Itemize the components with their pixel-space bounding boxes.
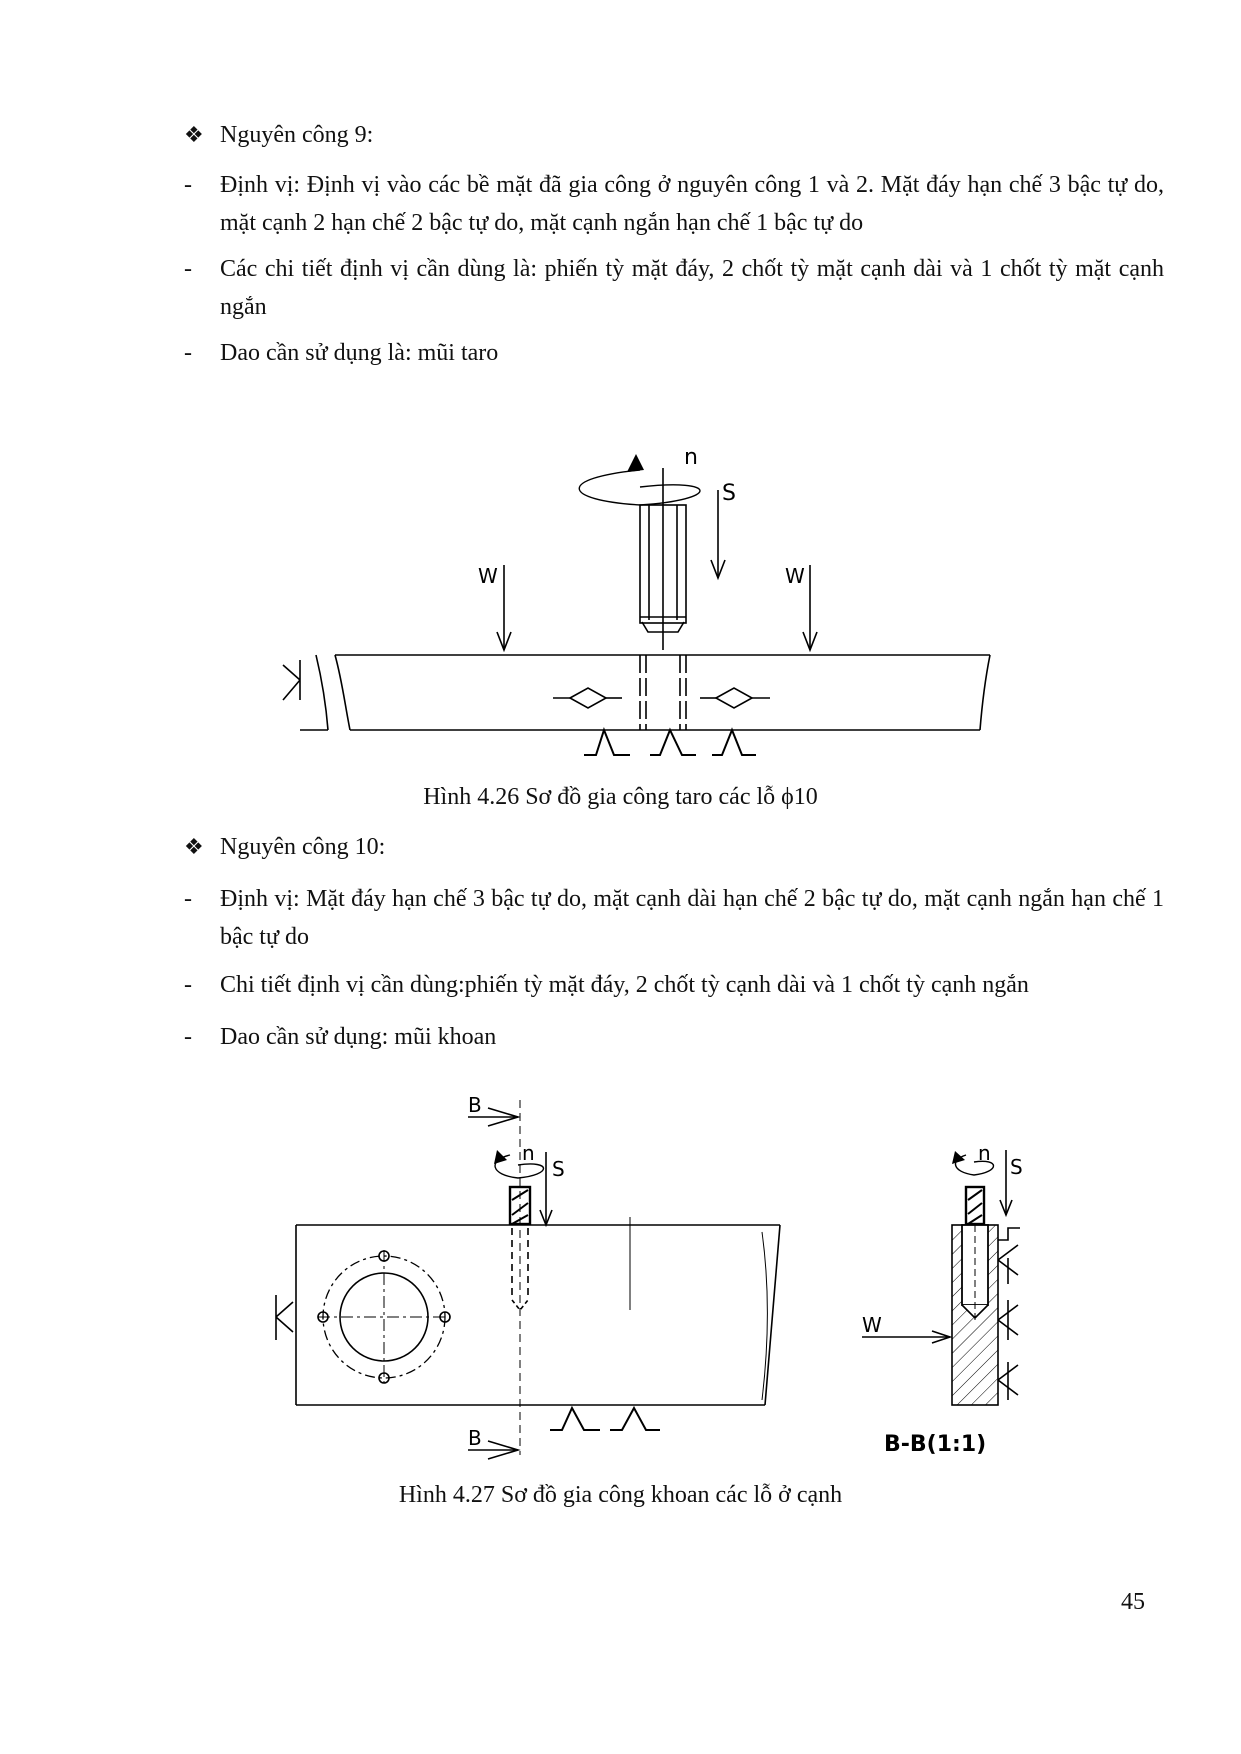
section-view-label: B-B(1:1) (884, 1432, 987, 1457)
list-item-text: Các chi tiết định vị cần dùng là: phiến tỳ mặt đáy, 2 chốt tỳ mặt cạnh dài và 1 chốt tỳ mặt cạnh ngắn (220, 256, 1164, 320)
dash-bullet: - (184, 886, 192, 912)
figure-caption: Hình 4.26 Sơ đồ gia công taro các lỗ ϕ10 (423, 784, 818, 810)
list-item-text: Dao cần sử dụng: mũi khoan (220, 1024, 497, 1050)
dash-bullet: - (184, 972, 192, 998)
dash-bullet: - (184, 256, 192, 282)
list-item (184, 166, 1164, 242)
spindle-speed-label: n (522, 1141, 535, 1165)
list-item (184, 1018, 1164, 1056)
figure-caption: Hình 4.27 Sơ đồ gia công khoan các lỗ ở cạnh (398, 1482, 843, 1508)
dash-bullet: - (184, 172, 192, 198)
spindle-speed-label: n (684, 445, 698, 470)
diamond-bullet-icon: ❖ (184, 123, 204, 148)
list-item-text: Chi tiết định vị cần dùng:phiến tỳ mặt đáy, 2 chốt tỳ cạnh dài và 1 chốt tỳ cạnh ngắn (220, 972, 1029, 998)
clamping-force-label: W (785, 564, 805, 588)
spindle-speed-label: n (978, 1141, 991, 1165)
diamond-bullet-icon: ❖ (184, 835, 204, 860)
list-item (184, 334, 1164, 372)
clamping-force-label: W (478, 564, 498, 588)
dash-bullet: - (184, 340, 192, 366)
section-heading (184, 120, 373, 151)
list-item-text: Dao cần sử dụng là: mũi taro (220, 340, 499, 366)
section-heading (184, 832, 385, 863)
list-item (184, 880, 1164, 956)
tapping-diagram (0, 430, 1241, 770)
list-item-text: Định vị: Định vị vào các bề mặt đã gia công ở nguyên công 1 và 2. Mặt đáy hạn chế 3 bậc tự do, mặt cạnh 2 hạn chế 2 bậc tự do, mặt cạnh ngắn hạn chế 1 bậc tự do (220, 172, 1164, 236)
clamping-force-label: W (862, 1313, 882, 1337)
section-marker-label: B (468, 1426, 482, 1450)
page-number: 45 (1121, 1589, 1145, 1615)
heading-text: Nguyên công 9: (220, 122, 374, 148)
dash-bullet: - (184, 1024, 192, 1050)
feed-label: S (552, 1157, 565, 1181)
heading-text: Nguyên công 10: (220, 834, 386, 860)
list-item (184, 966, 1164, 1004)
feed-label: S (722, 481, 736, 506)
feed-label: S (1010, 1155, 1023, 1179)
drilling-diagram (0, 1085, 1241, 1455)
list-item (184, 250, 1164, 326)
section-marker-label: B (468, 1093, 482, 1117)
list-item-text: Định vị: Mặt đáy hạn chế 3 bậc tự do, mặt cạnh dài hạn chế 2 bậc tự do, mặt cạnh ngắn hạn chế 1 bậc tự do (220, 886, 1164, 950)
